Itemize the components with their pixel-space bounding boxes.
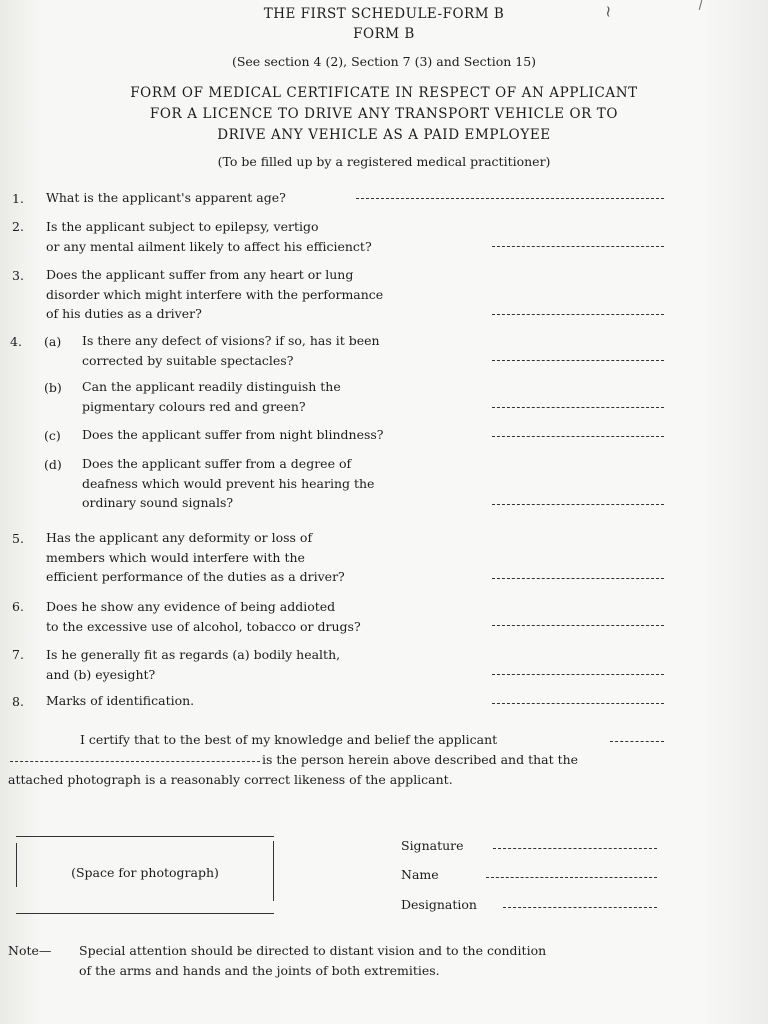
question-number: 3. <box>12 268 24 283</box>
question-1-text: What is the applicant's apparent age? <box>46 190 286 205</box>
form-title <box>0 83 768 146</box>
name-label: Name <box>401 867 439 882</box>
question-5-text <box>46 528 345 587</box>
question-7-line-2: and (b) eyesight? <box>46 666 156 682</box>
question-number: 4. <box>10 334 22 349</box>
photograph-space-label: (Space for photograph) <box>71 865 219 880</box>
question-4b-line-1: Can the applicant readily distinguish the <box>82 379 341 394</box>
form-title-line-2: FOR A LICENCE TO DRIVE ANY TRANSPORT VEHICLE OR TO <box>149 106 619 122</box>
schedule-heading: THE FIRST SCHEDULE-FORM B <box>263 6 505 22</box>
question-8-text: Marks of identification. <box>46 693 195 708</box>
question-2-line-2: or any mental ailment likely to affect his efficienct? <box>46 238 372 254</box>
question-6-text <box>46 597 361 636</box>
question-4a-line-2: corrected by suitable spectacles? <box>82 352 294 368</box>
question-2-line-1: Is the applicant subject to epilepsy, vertigo <box>46 219 319 234</box>
question-4a-line-1: Is there any defect of visions? if so, has it been <box>82 333 380 348</box>
question-number: 1. <box>12 191 24 206</box>
designation-field[interactable] <box>503 907 657 908</box>
question-2-text <box>46 217 372 256</box>
question-4b-text <box>82 377 341 416</box>
answer-field-q8[interactable] <box>492 703 664 704</box>
sub-question-letter: (a) <box>44 334 62 349</box>
form-heading: FORM B <box>353 26 415 42</box>
question-7-line-1: Is he generally fit as regards (a) bodily health, <box>46 647 341 662</box>
question-number: 7. <box>12 647 24 662</box>
answer-field-q2[interactable] <box>492 246 664 247</box>
question-4c-text: Does the applicant suffer from night blindness? <box>82 427 384 442</box>
fill-instruction: (To be filled up by a registered medical practitioner) <box>217 154 551 169</box>
sub-question-letter: (b) <box>44 380 62 395</box>
answer-field-q6[interactable] <box>492 625 664 626</box>
question-6-line-2: to the excessive use of alcohol, tobacco or drugs? <box>46 618 361 634</box>
question-7-text <box>46 645 340 684</box>
handwritten-mark: ~ <box>599 4 619 19</box>
answer-field-q4a[interactable] <box>492 360 664 361</box>
question-number: 8. <box>12 694 24 709</box>
applicant-name-field-start[interactable] <box>610 741 664 742</box>
answer-field-q5[interactable] <box>492 578 664 579</box>
note-line-2: of the arms and hands and the joints of both extremities. <box>79 963 440 978</box>
certificate-line-1: I certify that to the best of my knowledge and belief the applicant <box>80 732 498 747</box>
question-4d-line-3: ordinary sound signals? <box>82 495 234 510</box>
answer-field-q4d[interactable] <box>492 504 664 505</box>
note-label: Note— <box>8 943 52 958</box>
question-number: 2. <box>12 219 24 234</box>
question-3-text <box>46 265 383 324</box>
question-4a-text <box>82 331 380 370</box>
question-3-line-2: disorder which might interfere with the performance <box>46 286 384 302</box>
certificate-line-2: is the person herein above described and that the <box>262 752 579 767</box>
question-6-line-1: Does he show any evidence of being addioted <box>46 599 336 614</box>
question-5-line-2: members which would interfere with the <box>46 549 305 565</box>
answer-field-q4c[interactable] <box>492 436 664 437</box>
question-5-line-1: Has the applicant any deformity or loss of <box>46 530 313 545</box>
question-3-line-1: Does the applicant suffer from any heart or lung <box>46 267 354 282</box>
question-number: 5. <box>12 531 24 546</box>
designation-label: Designation <box>401 897 477 912</box>
question-4b-line-2: pigmentary colours red and green? <box>82 398 306 414</box>
question-4d-line-1: Does the applicant suffer from a degree of <box>82 456 352 471</box>
form-title-line-1: FORM OF MEDICAL CERTIFICATE IN RESPECT OF AN APPLICANT <box>130 85 638 101</box>
answer-field-q7[interactable] <box>492 674 664 675</box>
question-number: 6. <box>12 599 24 614</box>
answer-field-q4b[interactable] <box>492 407 664 408</box>
note-line-1: Special attention should be directed to distant vision and to the condition <box>79 943 547 958</box>
signature-field[interactable] <box>493 848 657 849</box>
question-4d-text <box>82 454 374 513</box>
form-title-line-3: DRIVE ANY VEHICLE AS A PAID EMPLOYEE <box>217 127 551 143</box>
question-3-line-3: of his duties as a driver? <box>46 306 202 321</box>
answer-field-q3[interactable] <box>492 314 664 315</box>
sub-question-letter: (c) <box>44 428 61 443</box>
signature-label: Signature <box>401 838 464 853</box>
name-field[interactable] <box>486 877 657 878</box>
sections-reference: (See section 4 (2), Section 7 (3) and Section 15) <box>231 54 537 69</box>
applicant-name-field[interactable] <box>10 761 260 762</box>
answer-field-q1[interactable] <box>356 198 664 199</box>
photograph-space[interactable] <box>16 836 274 914</box>
sub-question-letter: (d) <box>44 457 62 472</box>
question-4d-line-2: deafness which would prevent his hearing the <box>82 475 375 491</box>
certificate-line-3: attached photograph is a reasonably correct likeness of the applicant. <box>8 772 453 787</box>
question-5-line-3: efficient performance of the duties as a driver? <box>46 569 345 584</box>
